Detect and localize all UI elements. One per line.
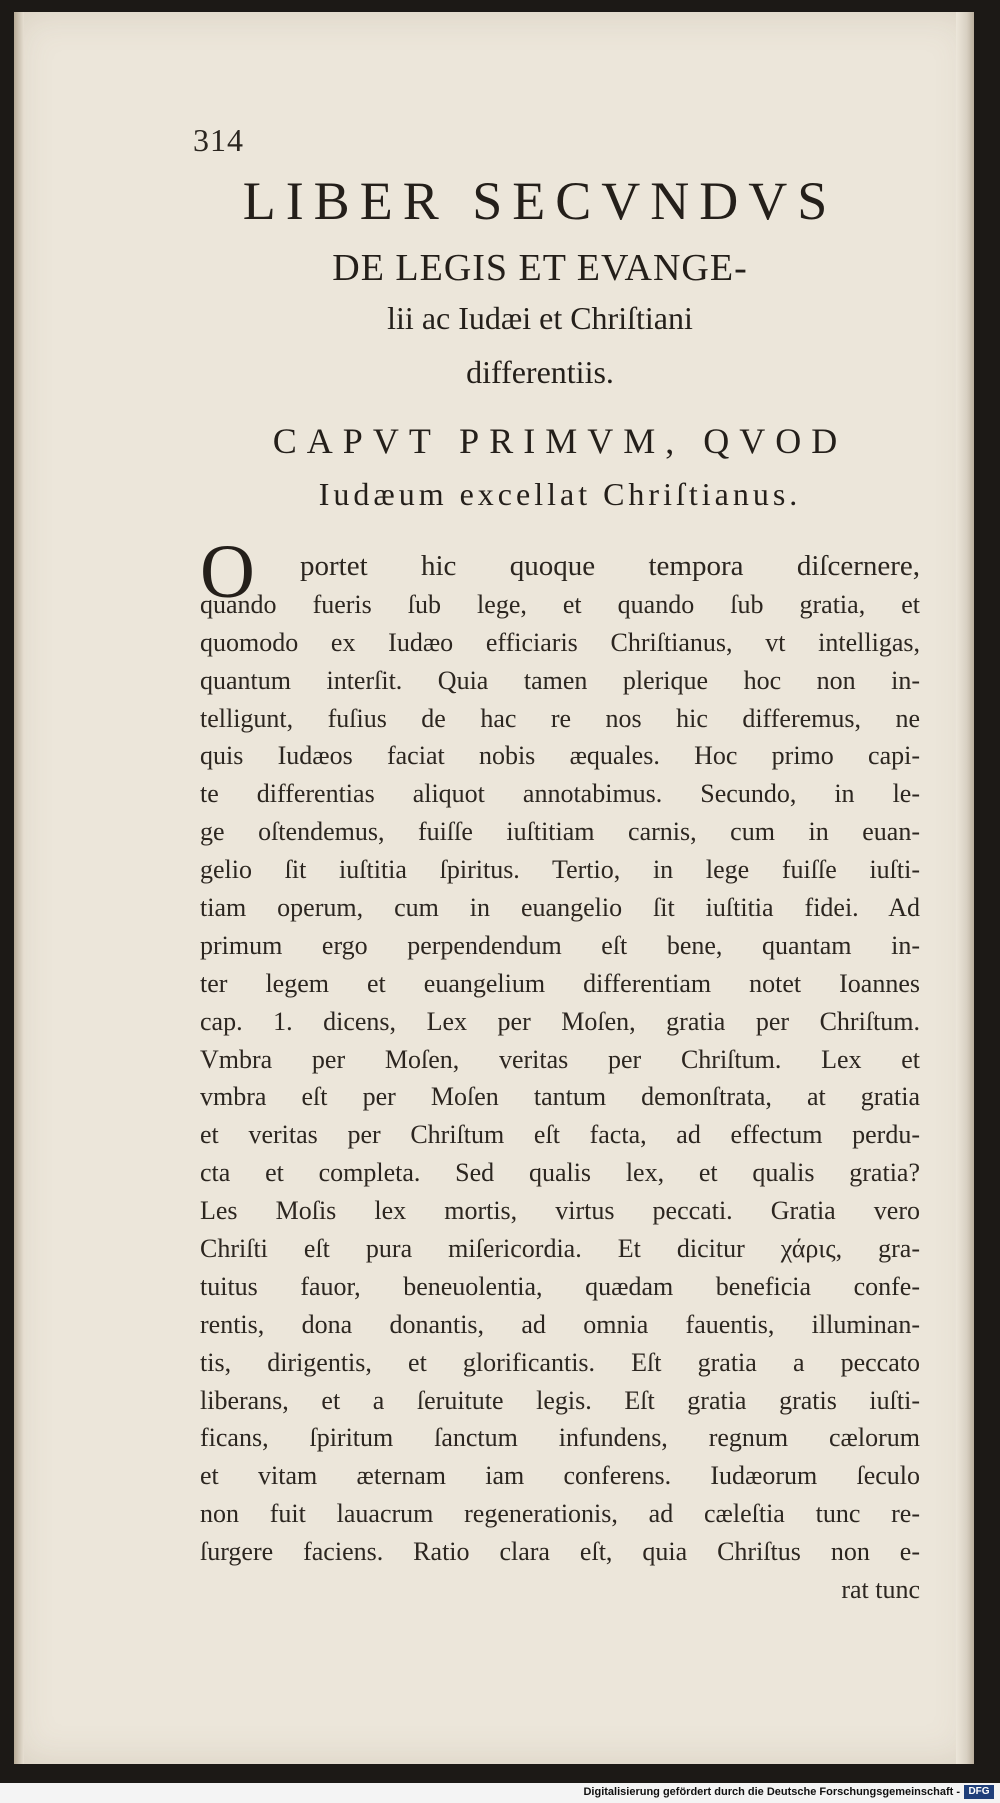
dfg-logo-icon: DFG — [964, 1785, 994, 1799]
body-text — [200, 548, 920, 1609]
text-line: Les Moſis lex mortis, virtus peccati. Gratia vero — [200, 1196, 920, 1226]
page-number: 314 — [193, 122, 244, 158]
text-line: et veritas per Chriſtum eſt facta, ad effectum perdu- — [200, 1120, 920, 1150]
text-line: telligunt, fuſius de hac re nos hic differemus, ne — [200, 703, 920, 733]
text-line: tiam operum, cum in euangelio ſit iuſtitia fidei. Ad — [200, 893, 920, 923]
text-line: ge oſtendemus, fuiſſe iuſtitiam carnis, cum in euan- — [200, 817, 920, 847]
text-line: tuitus fauor, beneuolentia, quædam beneficia confe- — [200, 1271, 920, 1301]
book-subtitle-line-1: DE LEGIS ET EVANGE- — [332, 247, 748, 289]
text-line: vmbra eſt per Moſen tantum demonſtrata, at gratia — [200, 1082, 920, 1112]
book-title: LIBER SECVNDVS — [242, 171, 838, 231]
text-line: quis Iudæos faciat nobis æquales. Hoc primo capi- — [200, 741, 920, 771]
book-subtitle-line-3: differentiis. — [466, 354, 614, 390]
page-gutter — [14, 12, 24, 1764]
text-line: non fuit lauacrum regenerationis, ad cæleſtia tunc re- — [200, 1499, 920, 1529]
chapter-heading: CAPVT PRIMVM, QVOD — [272, 421, 848, 461]
text-line: te differentias aliquot annotabimus. Secundo, in le- — [200, 779, 920, 809]
text-line: tis, dirigentis, et glorificantis. Eſt gratia a peccato — [200, 1347, 920, 1377]
text-line: cap. 1. dicens, Lex per Moſen, gratia per Chriſtum. — [200, 1006, 920, 1036]
text-line: quantum interſit. Quia tamen plerique hoc non in- — [200, 665, 920, 695]
chapter-subheading: Iudæum excellat Chriſtianus. — [318, 476, 802, 512]
drop-initial: O — [200, 530, 255, 614]
text-line: quomodo ex Iudæo efficiaris Chriſtianus, vt intelligas, — [200, 627, 920, 657]
text-line: rentis, dona donantis, ad omnia fauentis, illuminan- — [200, 1309, 920, 1339]
book-subtitle-line-2: lii ac Iudæi et Chriſtiani — [387, 300, 693, 336]
text-line: quando fueris ſub lege, et quando ſub gratia, et — [200, 589, 920, 619]
footer-credit: Digitalisierung gefördert durch die Deutsche Forschungsgemeinschaft - — [583, 1786, 960, 1798]
text-line: ter legem et euangelium differentiam notet Ioannes — [200, 968, 920, 998]
text-line: primum ergo perpendendum eſt bene, quantam in- — [200, 930, 920, 960]
text-line: ſurgere faciens. Ratio clara eſt, quia Chriſtus non e- — [200, 1537, 920, 1567]
text-line: Chriſti eſt pura miſericordia. Et dicitur χάρις, gra- — [200, 1234, 920, 1264]
text-line: portet hic quoque tempora diſcernere, — [300, 550, 920, 582]
text-line: cta et completa. Sed qualis lex, et qualis gratia? — [200, 1158, 920, 1188]
page-edge — [956, 12, 974, 1764]
text-line: liberans, et a ſeruitute legis. Eſt gratia gratis iuſti- — [200, 1385, 920, 1415]
text-line: gelio ſit iuſtitia ſpiritus. Tertio, in lege fuiſſe iuſti- — [200, 855, 920, 885]
text-line: Vmbra per Moſen, veritas per Chriſtum. Lex et — [200, 1044, 920, 1074]
text-line: ficans, ſpiritum ſanctum infundens, regnum cælorum — [200, 1423, 920, 1453]
catchword-line: rat tunc — [841, 1575, 920, 1605]
text-line: et vitam æternam iam conferens. Iudæorum ſeculo — [200, 1461, 920, 1491]
